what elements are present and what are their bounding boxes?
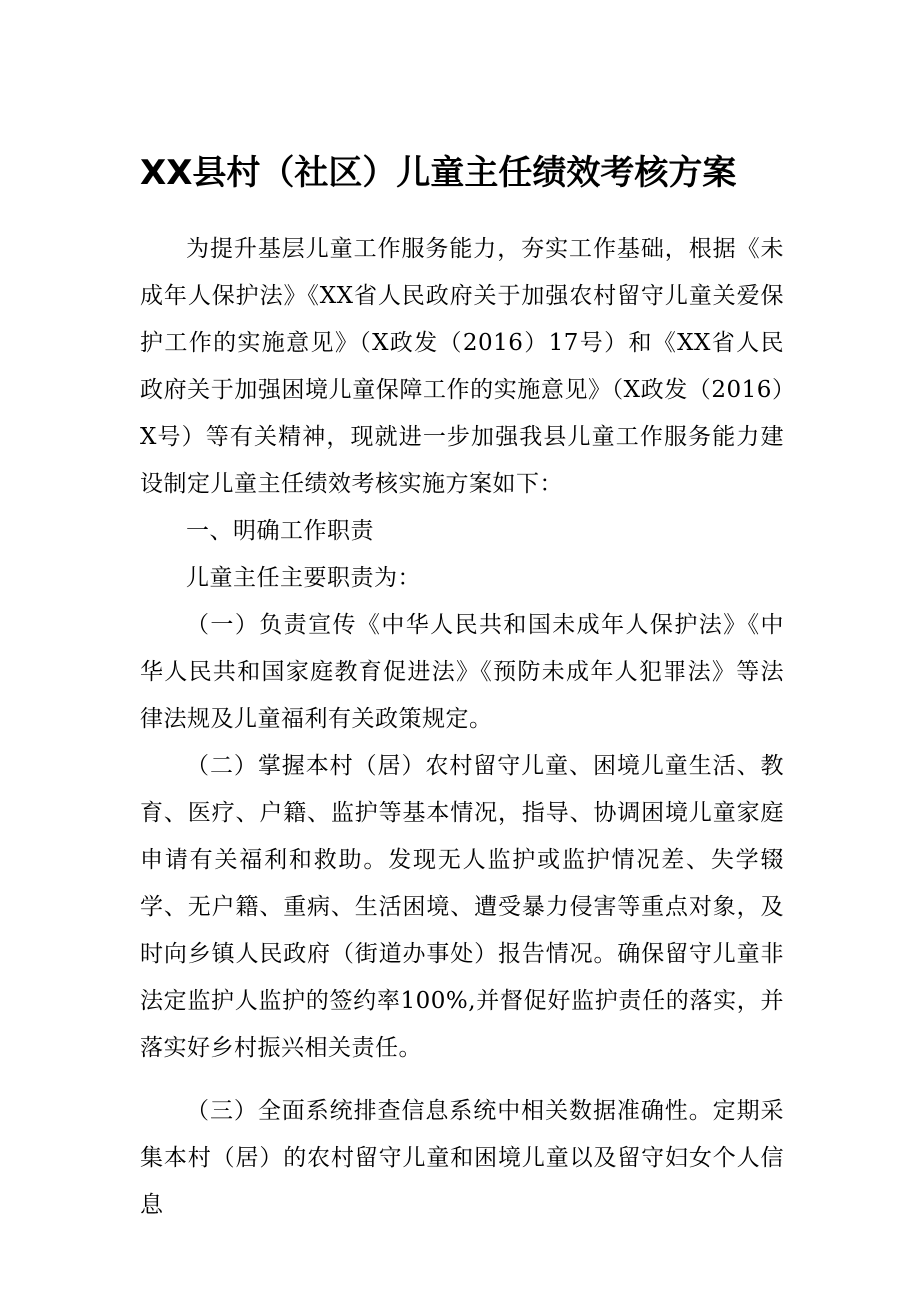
document-body (140, 226, 784, 1229)
paragraph-duty-1: （一）负责宣传《中华人民共和国未成年人保护法》《中华人民共和国家庭教育促进法》《预防未成年人犯罪法》等法律法规及儿童福利有关政策规定。 (140, 612, 784, 732)
paragraph-intro: 为提升基层儿童工作服务能力，夯实工作基础，根据《未成年人保护法》《XX省人民政府关于加强农村留守儿童关爱保护工作的实施意见》（X政发（2016）17号）和《XX省人民政府关于加强困境儿童保障工作的实施意见》（X政发（2016）X号）等有关精神，现就进一步加强我县儿童工作服务能力建设制定儿童主任绩效考核实施方案如下： (140, 236, 784, 497)
paragraph-duty-3: （三）全面系统排查信息系统中相关数据准确性。定期采集本村（居）的农村留守儿童和困境儿童以及留守妇女个人信息 (140, 1098, 784, 1218)
paragraph-duties-intro: 儿童主任主要职责为： (186, 565, 421, 591)
paragraph-duty-2: （二）掌握本村（居）农村留守儿童、困境儿童生活、教育、医疗、户籍、监护等基本情况，指导、协调困境儿童家庭申请有关福利和救助。发现无人监护或监护情况差、失学辍学、无户籍、重病、生活困境、遭受暴力侵害等重点对象，及时向乡镇人民政府（街道办事处）报告情况。确保留守儿童非法定监护人监护的签约率100%,并督促好监护责任的落实，并落实好乡村振兴相关责任。 (140, 753, 784, 1061)
document-title: XX县村（社区）儿童主任绩效考核方案 (140, 153, 737, 193)
section-heading-duties: 一、明确工作职责 (186, 518, 374, 544)
